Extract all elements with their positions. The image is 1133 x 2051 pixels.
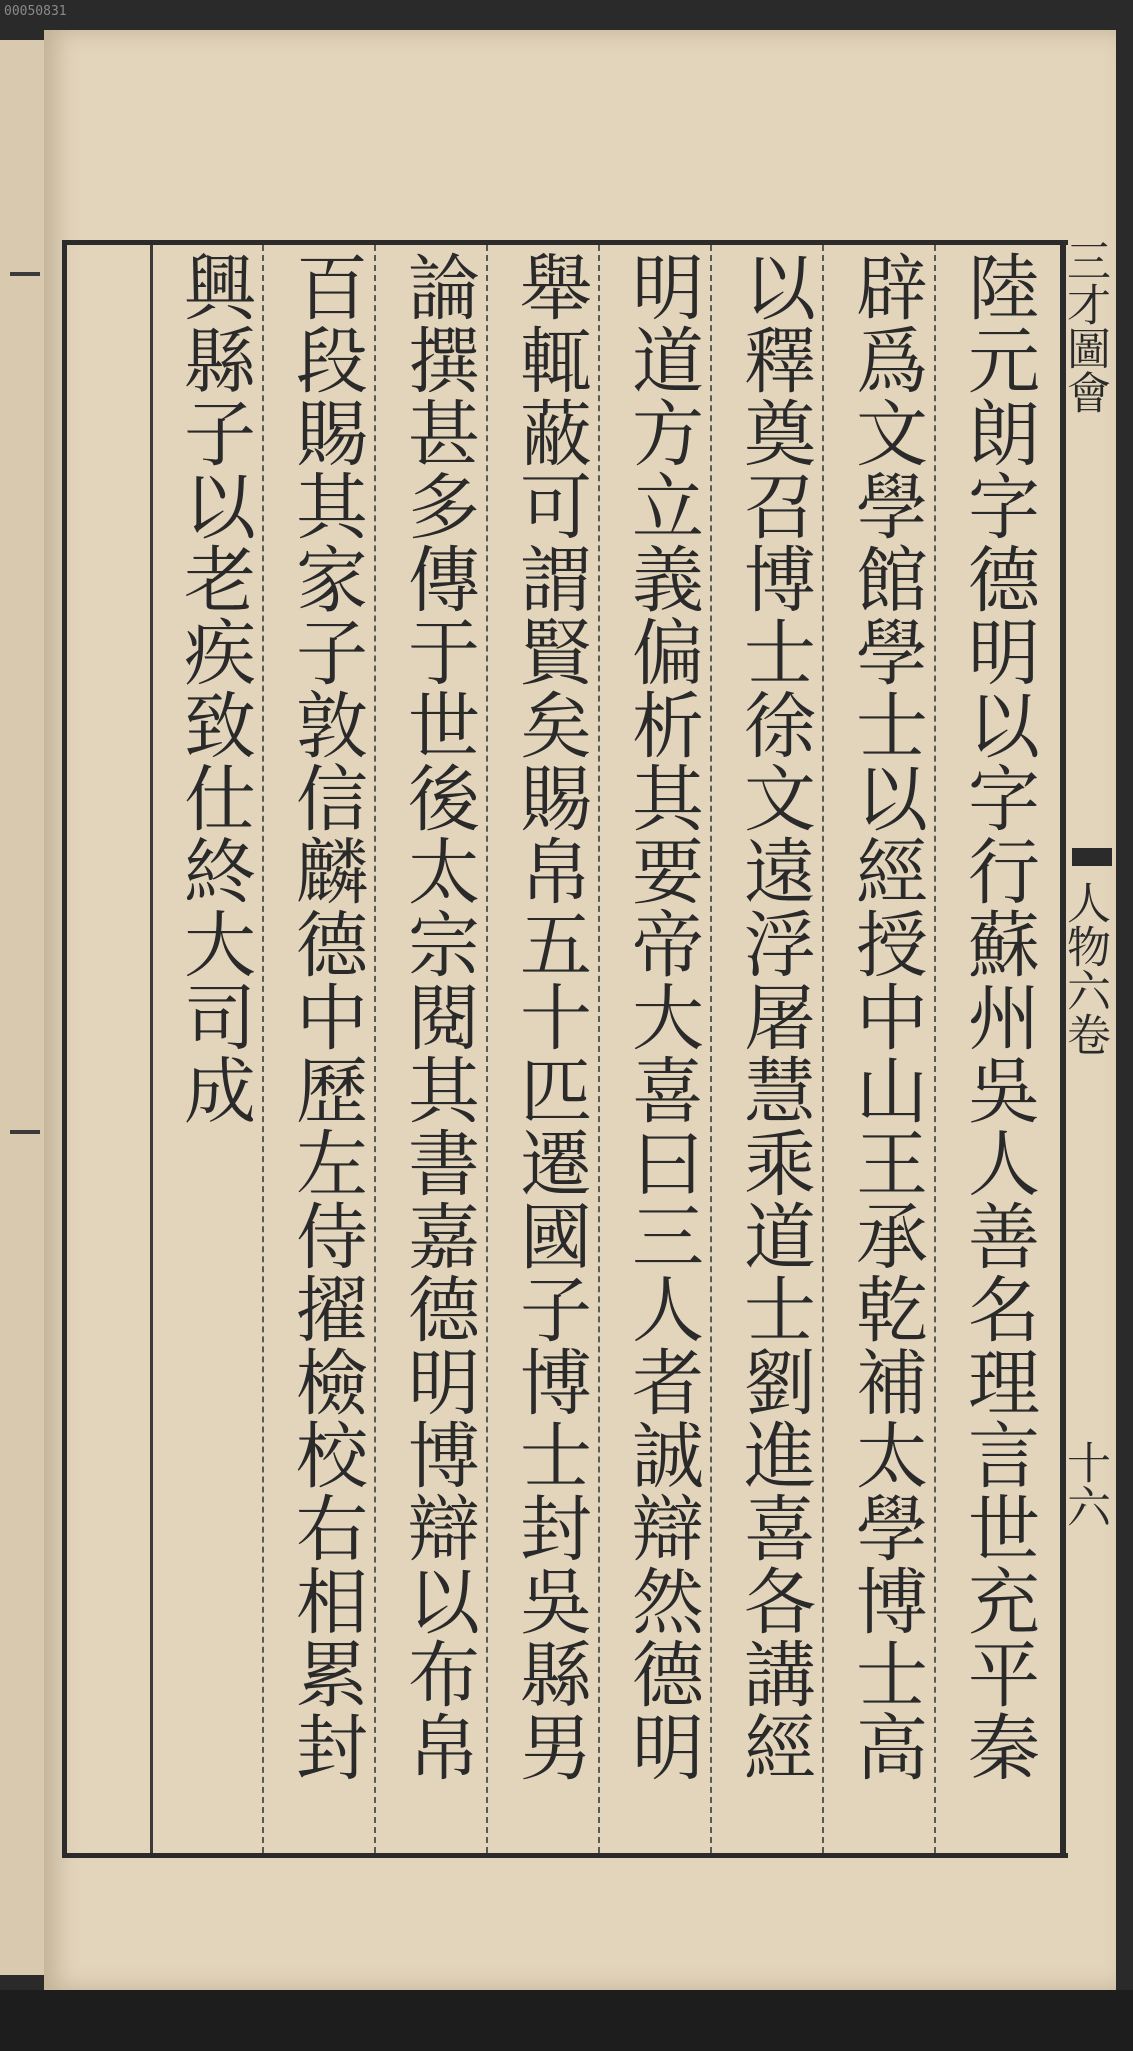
text-column-3: 以釋奠召博士徐文遠浮屠慧乘道士劉進喜各講經 xyxy=(732,250,816,1783)
scan-id-label: 00050831 xyxy=(4,4,67,19)
previous-page-rule xyxy=(10,1130,40,1134)
scan-background xyxy=(0,1990,1133,2051)
book-title: 三才圖會 xyxy=(1059,238,1110,414)
text-column-8: 興縣子以老疾致仕終大司成 xyxy=(172,250,256,1126)
folio-number: 十六 xyxy=(1059,1440,1110,1528)
column-divider xyxy=(150,245,153,1853)
section-label: 人物六卷 xyxy=(1059,880,1110,1056)
text-column-2: 辟爲文學館學士以經授中山王承乾補太學博士高 xyxy=(844,250,928,1783)
fold-mark xyxy=(1072,848,1112,866)
text-column-6: 論撰甚多傳于世後太宗閱其書嘉德明博辯以布帛 xyxy=(396,250,480,1783)
previous-page-rule xyxy=(10,272,40,276)
previous-page-edge xyxy=(0,40,47,1975)
text-column-7: 百段賜其家子敦信麟德中歷左侍擢檢校右相累封 xyxy=(284,250,368,1783)
text-column-4: 明道方立義偏析其要帝大喜曰三人者誠辯然德明 xyxy=(620,250,704,1783)
text-column-5: 舉輒蔽可謂賢矣賜帛五十匹遷國子博士封吳縣男 xyxy=(508,250,592,1783)
text-column-1: 陸元朗字德明以字行蘇州吳人善名理言世充平秦 xyxy=(956,250,1040,1783)
